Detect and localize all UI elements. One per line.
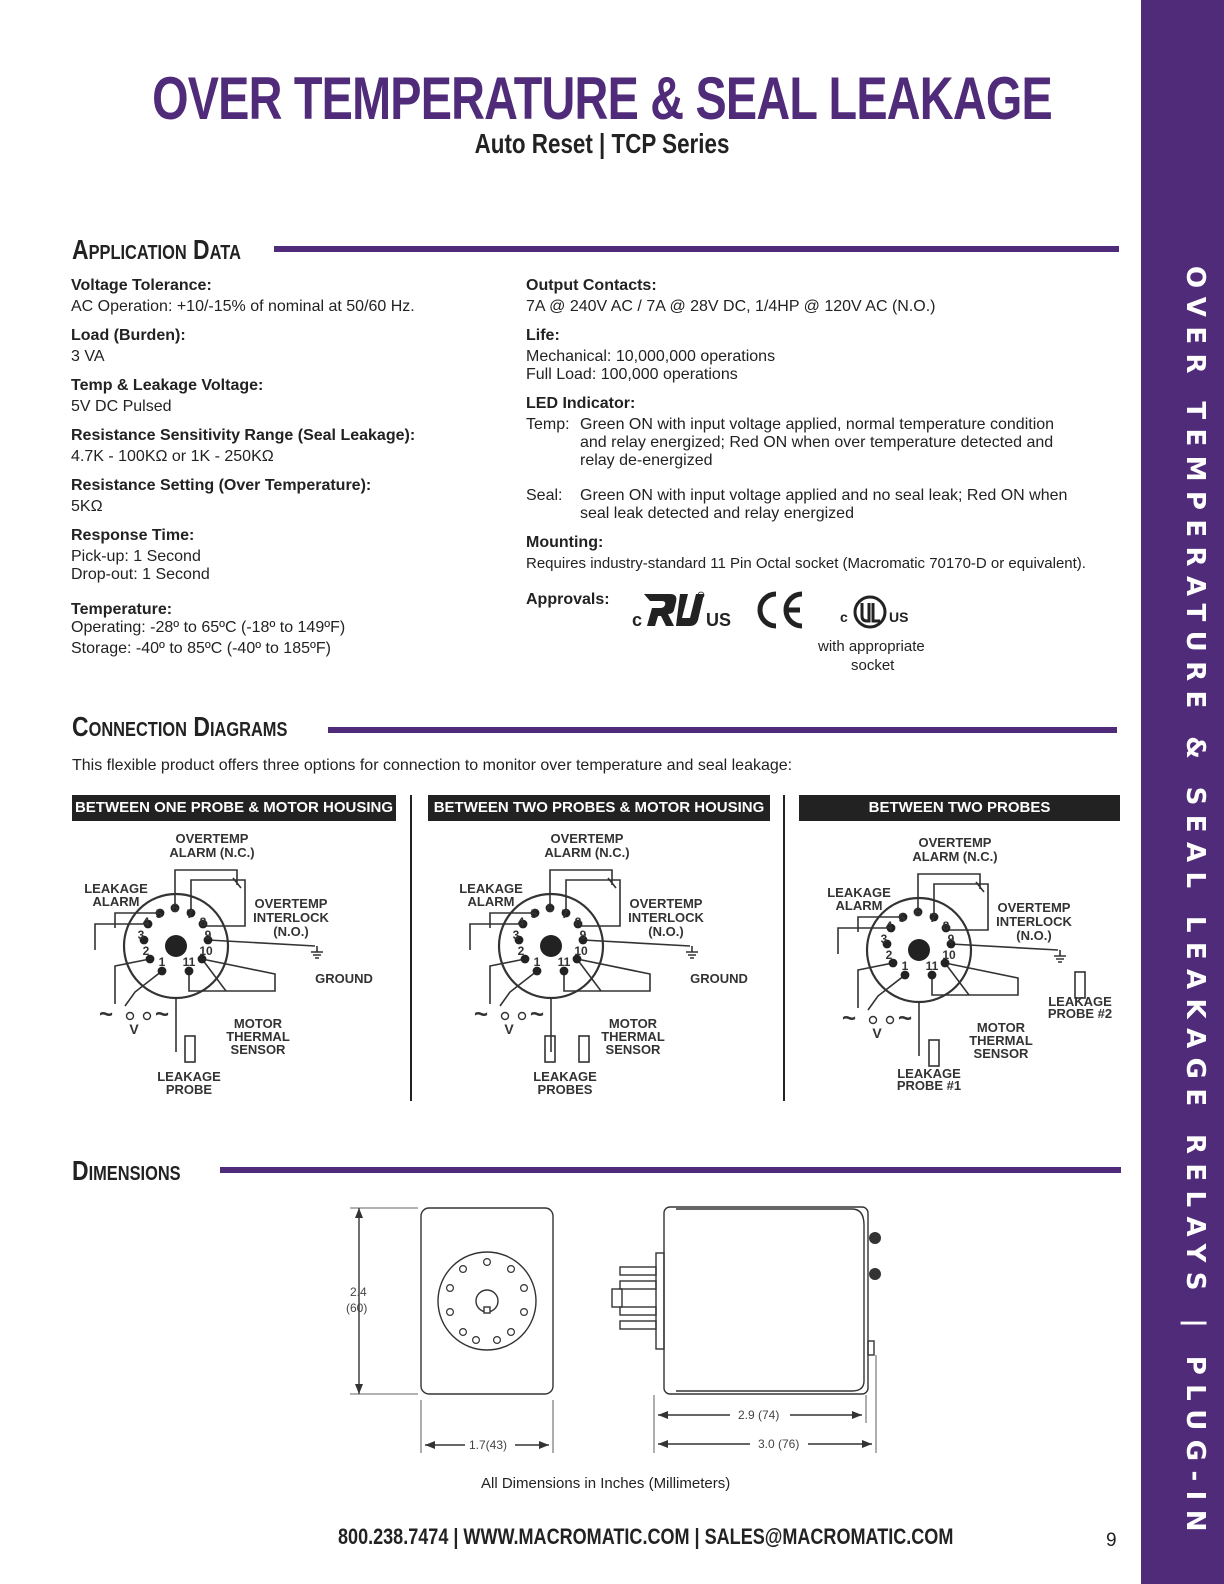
motor-thermal-sensor-label: MOTOR (976, 1020, 1026, 1035)
overtemp-interlock-label: OVERTEMP (629, 896, 703, 911)
mounting-label: Mounting: (526, 534, 604, 551)
output-contacts-label: Output Contacts: (526, 277, 657, 294)
ur-recognized-logo (630, 588, 740, 632)
motor-thermal-sensor-label-2: THERMAL (601, 1029, 665, 1044)
ul-listed-logo (838, 594, 912, 630)
pin-label-4: 4 (885, 919, 893, 933)
ground-label: GROUND (690, 971, 748, 986)
led-seal-line1: Green ON with input voltage applied and no seal leak; Red ON when (580, 487, 1068, 504)
overtemp-interlock-label-2: INTERLOCK (996, 914, 1072, 929)
motor-thermal-sensor-label-2: THERMAL (969, 1033, 1033, 1048)
response-pickup: Pick-up: 1 Second (71, 548, 201, 565)
overtemp-interlock-no-label: (N.O.) (273, 924, 309, 939)
motor-thermal-sensor-label: MOTOR (608, 1016, 658, 1031)
dimensions-drawing (330, 1195, 890, 1465)
overtemp-alarm-label: OVERTEMP (175, 831, 249, 846)
diagram-1-title: BETWEEN ONE PROBE & MOTOR HOUSING (72, 795, 396, 821)
resistance-sensitivity-label: Resistance Sensitivity Range (Seal Leakage): (71, 427, 416, 444)
overtemp-interlock-label: OVERTEMP (997, 900, 1071, 915)
height-dimension: 2.4 (350, 1285, 367, 1299)
pin-label-5: 5 (898, 911, 906, 925)
motor-thermal-sensor-label-3: SENSOR (973, 1046, 1029, 1061)
pin-label-10: 10 (942, 948, 956, 962)
leakage-alarm-label-2: ALARM (467, 894, 515, 909)
voltage-symbol: V (504, 1021, 514, 1037)
overtemp-alarm-label: OVERTEMP (918, 835, 992, 850)
temp-leakage-voltage-value: 5V DC Pulsed (71, 398, 172, 415)
temperature-storage: Storage: -40º to 85ºC (-40º to 185ºF) (71, 640, 331, 657)
pin-label-7: 7 (929, 911, 937, 925)
voltage-tolerance-value: AC Operation: +10/-15% of nominal at 50/60 Hz. (71, 298, 415, 315)
pin-label-1: 1 (901, 959, 909, 973)
temperature-operating: Operating: -28º to 65ºC (-18º to 149ºF) (71, 619, 346, 636)
pin-label-9: 9 (204, 928, 212, 942)
leakage-alarm-label-2: ALARM (835, 898, 883, 913)
life-full-load: Full Load: 100,000 operations (526, 366, 738, 383)
page-title: OVER TEMPERATURE & SEAL LEAKAGE (152, 65, 1052, 132)
approvals-note-line1: with appropriate (818, 638, 925, 655)
leakage-alarm-label: LEAKAGE (827, 885, 891, 900)
voltage-symbol: V (129, 1021, 139, 1037)
overtemp-alarm-nc-label: ALARM (N.C.) (169, 845, 255, 860)
pin-label-5: 5 (155, 907, 163, 921)
height-dimension-mm: (60) (346, 1301, 368, 1315)
temp-leakage-voltage-label: Temp & Leakage Voltage: (71, 377, 264, 394)
mounting-value: Requires industry-standard 11 Pin Octal socket (Macromatic 70170-D or equivalent). (526, 555, 1086, 572)
application-data-rule (274, 246, 1119, 252)
pin-label-7: 7 (186, 907, 194, 921)
output-contacts-value: 7A @ 240V AC / 7A @ 28V DC, 1/4HP @ 120V AC (N.O.) (526, 298, 936, 315)
pin-label-2: 2 (142, 944, 150, 958)
ground-label: GROUND (315, 971, 373, 986)
leakage-alarm-label: LEAKAGE (84, 881, 148, 896)
voltage-tolerance-label: Voltage Tolerance: (71, 277, 212, 294)
led-temp-line2: and relay energized; Red ON when over temperature detected and (580, 434, 1054, 451)
svg-text:US: US (889, 609, 909, 625)
pin-label-11: 11 (557, 955, 571, 969)
ac-tilde-right: ~ (897, 1005, 913, 1032)
motor-thermal-sensor-label-3: SENSOR (230, 1042, 286, 1057)
pin-label-6: 6 (914, 905, 922, 919)
motor-thermal-sensor-label-2: THERMAL (226, 1029, 290, 1044)
connection-diagrams-heading: Connection Diagrams (72, 711, 288, 742)
leakage-alarm-label-2: ALARM (92, 894, 140, 909)
leakage-alarm-label: LEAKAGE (459, 881, 523, 896)
resistance-setting-value: 5KΩ (71, 498, 103, 515)
motor-thermal-sensor-label-3: SENSOR (605, 1042, 661, 1057)
page-subtitle: Auto Reset | TCP Series (474, 128, 730, 159)
load-label: Load (Burden): (71, 327, 186, 344)
overtemp-alarm-nc-label: ALARM (N.C.) (544, 845, 630, 860)
pin-label-10: 10 (574, 944, 588, 958)
pin-label-3: 3 (512, 928, 520, 942)
approvals-note-line2: socket (851, 657, 895, 674)
leakage-probes-label: LEAKAGE (533, 1069, 597, 1084)
overtemp-interlock-label-2: INTERLOCK (253, 910, 329, 925)
wiring-diagram-2 (450, 830, 780, 1105)
dimensions-note: All Dimensions in Inches (Millimeters) (481, 1475, 731, 1492)
pin-label-7: 7 (561, 907, 569, 921)
ac-tilde-right: ~ (154, 1001, 170, 1028)
led-seal-key: Seal: (526, 487, 563, 504)
pin-label-3: 3 (880, 932, 888, 946)
dimensions-heading: Dimensions (72, 1155, 181, 1186)
pin-label-8: 8 (574, 915, 582, 929)
led-temp-line1: Green ON with input voltage applied, normal temperature condition (580, 416, 1055, 433)
overtemp-interlock-no-label: (N.O.) (1016, 928, 1052, 943)
motor-thermal-sensor-label: MOTOR (233, 1016, 283, 1031)
pin-label-1: 1 (533, 955, 541, 969)
diagram-3-title: BETWEEN TWO PROBES (799, 795, 1120, 821)
depth-dimension-2: 3.0 (76) (758, 1437, 800, 1451)
led-temp-line3: relay de-energized (580, 452, 713, 469)
pin-label-9: 9 (579, 928, 587, 942)
page-number: 9 (1106, 1530, 1117, 1551)
approvals-label: Approvals: (526, 591, 610, 608)
pin-label-1: 1 (158, 955, 166, 969)
ac-tilde-left: ~ (473, 1001, 489, 1028)
leakage-probe-2-label: LEAKAGE (1048, 994, 1112, 1009)
overtemp-alarm-label: OVERTEMP (550, 831, 624, 846)
pin-label-2: 2 (885, 948, 893, 962)
overtemp-interlock-label-2: INTERLOCK (628, 910, 704, 925)
pin-label-6: 6 (171, 901, 179, 915)
response-time-label: Response Time: (71, 527, 195, 544)
leakage-probe-label: LEAKAGE (157, 1069, 221, 1084)
pin-label-8: 8 (942, 919, 950, 933)
pin-label-11: 11 (182, 955, 196, 969)
pin-label-3: 3 (137, 928, 145, 942)
pin-label-4: 4 (517, 915, 525, 929)
diagram-separator-2 (783, 795, 785, 1101)
pin-label-4: 4 (142, 915, 150, 929)
overtemp-interlock-no-label: (N.O.) (648, 924, 684, 939)
life-label: Life: (526, 327, 560, 344)
wiring-diagram-3 (818, 834, 1148, 1109)
dimensions-rule (220, 1167, 1121, 1173)
svg-text:c: c (840, 609, 848, 625)
leakage-probe-label-2: PROBE (165, 1082, 213, 1097)
load-value: 3 VA (71, 348, 105, 365)
leakage-probe-1-label-2: PROBE #1 (896, 1078, 962, 1093)
ac-tilde-left: ~ (98, 1001, 114, 1028)
footer-contact: 800.238.7474 | WWW.MACROMATIC.COM | SALES@MACROMATIC.COM (338, 1524, 954, 1549)
leakage-probe-2-label-2: PROBE #2 (1047, 1006, 1113, 1021)
led-temp-key: Temp: (526, 416, 570, 433)
leakage-probe-1-label: LEAKAGE (897, 1066, 961, 1081)
overtemp-interlock-label: OVERTEMP (254, 896, 328, 911)
svg-text:US: US (706, 610, 732, 630)
connection-intro: This flexible product offers three options for connection to monitor over temperature and seal leakage: (72, 757, 793, 774)
overtemp-alarm-nc-label: ALARM (N.C.) (912, 849, 998, 864)
pin-label-6: 6 (546, 901, 554, 915)
svg-text:c: c (632, 610, 643, 630)
wiring-diagram-1 (75, 830, 405, 1105)
connection-diagrams-rule (328, 727, 1117, 733)
diagram-2-title: BETWEEN TWO PROBES & MOTOR HOUSING (428, 795, 770, 821)
width-dimension: 1.7(43) (469, 1438, 508, 1452)
resistance-setting-label: Resistance Setting (Over Temperature): (71, 477, 372, 494)
pin-label-5: 5 (530, 907, 538, 921)
pin-label-11: 11 (925, 959, 939, 973)
depth-dimension-1: 2.9 (74) (738, 1408, 780, 1422)
pin-label-8: 8 (199, 915, 207, 929)
leakage-probes-label-2: PROBES (537, 1082, 593, 1097)
pin-label-10: 10 (199, 944, 213, 958)
response-dropout: Drop-out: 1 Second (71, 566, 210, 583)
ac-tilde-left: ~ (841, 1005, 857, 1032)
diagram-separator-1 (410, 795, 412, 1101)
application-data-heading: Application Data (72, 234, 241, 265)
resistance-sensitivity-value: 4.7K - 100KΩ or 1K - 250KΩ (71, 448, 274, 465)
temperature-label: Temperature: (71, 601, 173, 618)
pin-label-9: 9 (947, 932, 955, 946)
led-seal-line2: seal leak detected and relay energized (580, 505, 854, 522)
voltage-symbol: V (872, 1025, 882, 1041)
ac-tilde-right: ~ (529, 1001, 545, 1028)
led-indicator-label: LED Indicator: (526, 395, 636, 412)
pin-label-2: 2 (517, 944, 525, 958)
ce-mark-logo (756, 590, 806, 630)
sidebar-title: OVER TEMPERATURE & SEAL LEAKAGE RELAYS | PLUG-IN (1180, 266, 1210, 1541)
life-mechanical: Mechanical: 10,000,000 operations (526, 348, 776, 365)
